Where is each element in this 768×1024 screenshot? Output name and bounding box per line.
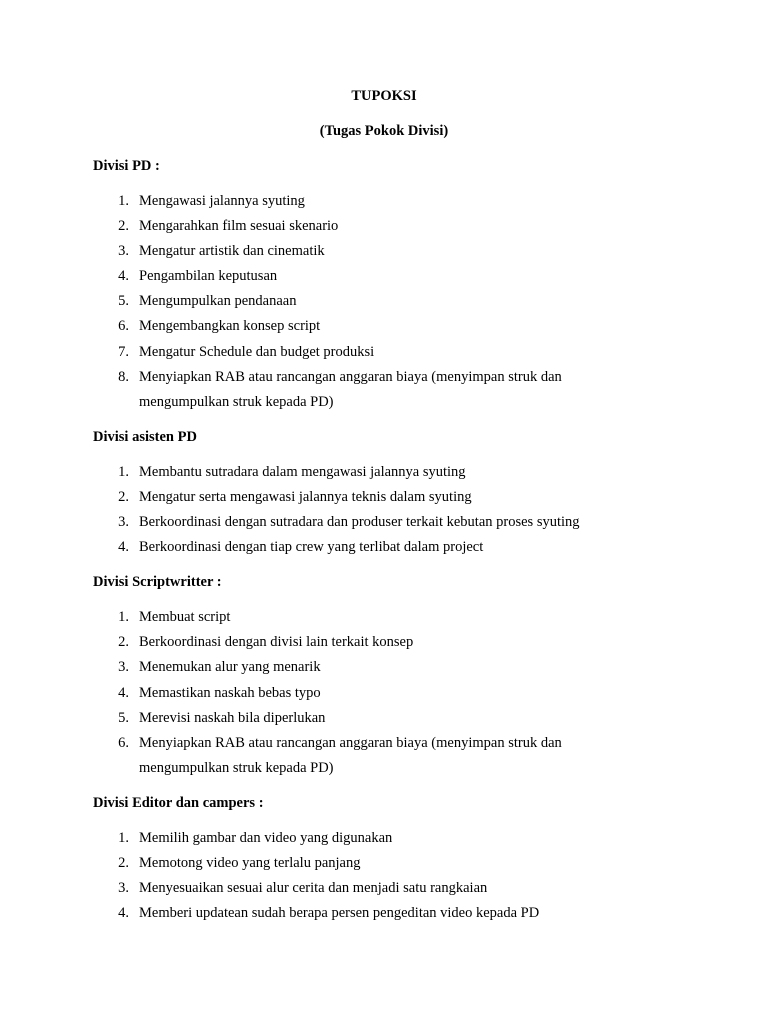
- list-number: 5.: [118, 293, 129, 309]
- list-number: 1.: [118, 193, 129, 209]
- list-text: Mengatur Schedule dan budget produksi: [139, 344, 375, 360]
- list-number: 6.: [118, 735, 129, 751]
- section-heading-divisi-pd: Divisi PD :: [93, 158, 160, 174]
- list-text: Mengatur serta mengawasi jalannya teknis dalam syuting: [139, 489, 472, 505]
- list-text: Memilih gambar dan video yang digunakan: [139, 830, 393, 846]
- list-text: Pengambilan keputusan: [139, 268, 278, 284]
- list-text-continuation: mengumpulkan struk kepada PD): [139, 394, 334, 410]
- list-text: Menyesuaikan sesuai alur cerita dan menjadi satu rangkaian: [139, 880, 488, 896]
- list-number: 1.: [118, 464, 129, 480]
- list-number: 7.: [118, 344, 129, 360]
- list-number: 3.: [118, 514, 129, 530]
- document-subtitle: (Tugas Pokok Divisi): [319, 123, 449, 139]
- list-text: Mengarahkan film sesuai skenario: [139, 218, 339, 234]
- list-text: Memastikan naskah bebas typo: [139, 685, 321, 701]
- list-number: 4.: [118, 539, 129, 555]
- list-number: 4.: [118, 685, 129, 701]
- list-number: 1.: [118, 609, 129, 625]
- list-number: 3.: [118, 243, 129, 259]
- list-text: Menyiapkan RAB atau rancangan anggaran biaya (menyimpan struk dan: [139, 369, 562, 385]
- document-title: TUPOKSI: [351, 88, 417, 104]
- list-text: Memberi updatean sudah berapa persen pengeditan video kepada PD: [139, 905, 540, 921]
- list-number: 2.: [118, 218, 129, 234]
- list-number: 2.: [118, 634, 129, 650]
- list-number: 4.: [118, 905, 129, 921]
- list-number: 4.: [118, 268, 129, 284]
- list-text: Memotong video yang terlalu panjang: [139, 855, 361, 871]
- list-number: 1.: [118, 830, 129, 846]
- list-number: 2.: [118, 489, 129, 505]
- list-text: Mengawasi jalannya syuting: [139, 193, 305, 209]
- list-text: Mengembangkan konsep script: [139, 318, 321, 334]
- list-text: Membuat script: [139, 609, 231, 625]
- list-number: 3.: [118, 880, 129, 896]
- list-number: 6.: [118, 318, 129, 334]
- list-text: Merevisi naskah bila diperlukan: [139, 710, 326, 726]
- list-text: Berkoordinasi dengan sutradara dan produser terkait kebutan proses syuting: [139, 514, 580, 530]
- list-text: Mengumpulkan pendanaan: [139, 293, 297, 309]
- list-text: Membantu sutradara dalam mengawasi jalannya syuting: [139, 464, 466, 480]
- section-heading-divisi-asisten-pd: Divisi asisten PD: [93, 429, 197, 445]
- list-text: Menyiapkan RAB atau rancangan anggaran biaya (menyimpan struk dan: [139, 735, 562, 751]
- list-number: 8.: [118, 369, 129, 385]
- section-heading-divisi-scriptwritter: Divisi Scriptwritter :: [93, 574, 222, 590]
- list-text: Berkoordinasi dengan tiap crew yang terlibat dalam project: [139, 539, 484, 555]
- list-text: Menemukan alur yang menarik: [139, 659, 321, 675]
- list-number: 2.: [118, 855, 129, 871]
- list-text: Mengatur artistik dan cinematik: [139, 243, 325, 259]
- section-heading-divisi-editor: Divisi Editor dan campers :: [93, 795, 264, 811]
- list-text-continuation: mengumpulkan struk kepada PD): [139, 760, 334, 776]
- list-text: Berkoordinasi dengan divisi lain terkait konsep: [139, 634, 414, 650]
- list-number: 3.: [118, 659, 129, 675]
- list-number: 5.: [118, 710, 129, 726]
